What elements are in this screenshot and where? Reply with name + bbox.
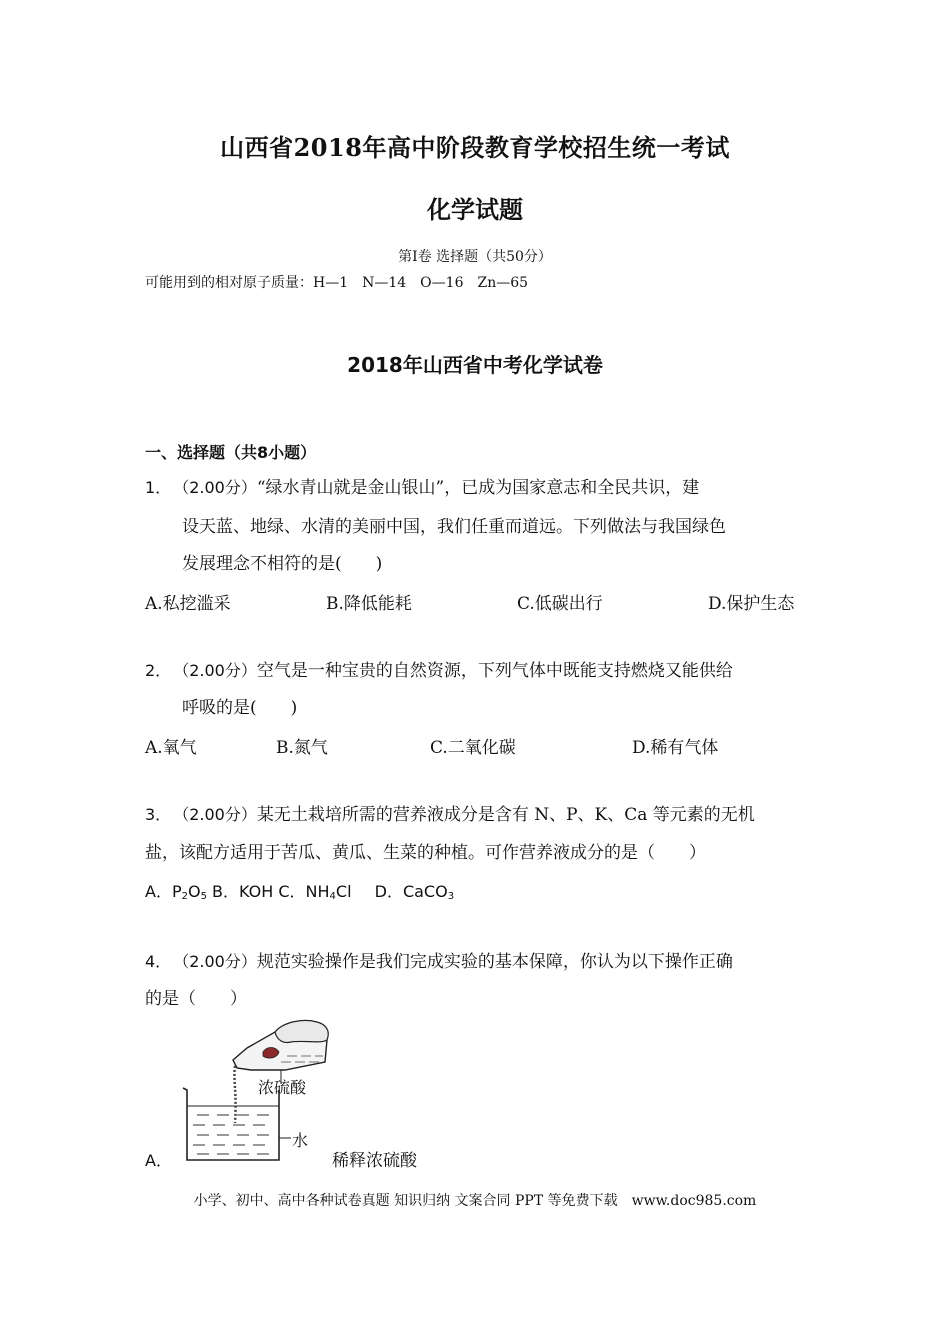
q4-line1 — [145, 943, 733, 981]
exam-title: 山西省2018年高中阶段教育学校招生统一考试 — [220, 133, 730, 162]
q4-option-a-label: A． — [145, 1151, 172, 1170]
q3-stem-1: 某无土栽培所需的营养液成分是含有 N、P、K、Ca 等元素的无机 — [256, 805, 755, 825]
q1-line3: 发展理念不相符的是( ) — [182, 554, 383, 574]
q3-line1 — [145, 796, 755, 834]
hand-icon — [275, 1020, 328, 1042]
q1-line1 — [145, 469, 699, 507]
acid-stream-icon — [234, 1066, 235, 1123]
q4-stem-1: 规范实验操作是我们完成实验的基本保障，你认为以下操作正确 — [256, 952, 733, 972]
footer-link[interactable]: 小学、初中、高中各种试卷真题 知识归纳 文案合同 PPT 等免费下载 www.doc985.com — [193, 1193, 757, 1209]
q2-stem-1: 空气是一种宝贵的自然资源，下列气体中既能支持燃烧又能供给 — [256, 661, 733, 681]
q2-option-a: A.氧气 — [145, 738, 197, 758]
q1-option-c: C.低碳出行 — [517, 594, 603, 614]
acid-label: 浓硫酸 — [258, 1078, 307, 1097]
atomic-masses: 可能用到的相对原子质量：H—1 N—14 O—16 Zn—65 — [145, 275, 529, 291]
q1-line2: 设天蓝、地绿、水清的美丽中国，我们任重而道远。下列做法与我国绿色 — [182, 517, 726, 537]
q2-line2: 呼吸的是( ) — [182, 698, 298, 718]
q4-line2: 的是（ ） — [145, 989, 247, 1009]
exam-subject: 化学试题 — [427, 195, 523, 224]
q4-option-a-caption: 稀释浓硫酸 — [332, 1151, 417, 1171]
water-label: 水 — [292, 1131, 309, 1150]
part-heading: 一、选择题（共8小题） — [145, 443, 317, 462]
q2-option-c: C.二氧化碳 — [430, 738, 516, 758]
q1-stem-1: “绿水青山就是金山银山”，已成为国家意志和全民共识，建 — [256, 478, 700, 498]
q3-number: 3． — [145, 805, 172, 824]
q2-score: （2.00分） — [181, 661, 257, 680]
q1-option-a: A.私挖滥采 — [145, 594, 231, 614]
q3-option-bc: B．KOH C．$NH_4Cl$ — [212, 882, 352, 902]
q3-option-a: A．$P_2O_5$ — [145, 882, 207, 902]
q2-option-d: D.稀有气体 — [632, 738, 719, 758]
q4-number: 4． — [145, 952, 172, 971]
beaker-icon — [183, 1088, 279, 1160]
q3-options — [145, 879, 454, 902]
q1-number: 1． — [145, 478, 172, 497]
water-lines-icon — [193, 1115, 269, 1154]
q1-option-d: D.保护生态 — [708, 594, 795, 614]
q1-score: （2.00分） — [181, 478, 257, 497]
q3-line2: 盐，该配方适用于苦瓜、黄瓜、生菜的种植。可作营养液成分的是（ ） — [145, 843, 706, 863]
q3-option-d: D．CaCO$_3$ — [374, 882, 455, 902]
q2-number: 2． — [145, 661, 172, 680]
q1-option-b: B.降低能耗 — [326, 594, 412, 614]
q2-option-b: B.氮气 — [276, 738, 328, 758]
q2-line1 — [145, 652, 733, 690]
section-label: 第Ⅰ卷 选择题（共50分） — [398, 249, 552, 265]
q4-score: （2.00分） — [181, 952, 257, 971]
paper-title: 2018年山西省中考化学试卷 — [347, 353, 603, 377]
q3-score: （2.00分） — [181, 805, 257, 824]
